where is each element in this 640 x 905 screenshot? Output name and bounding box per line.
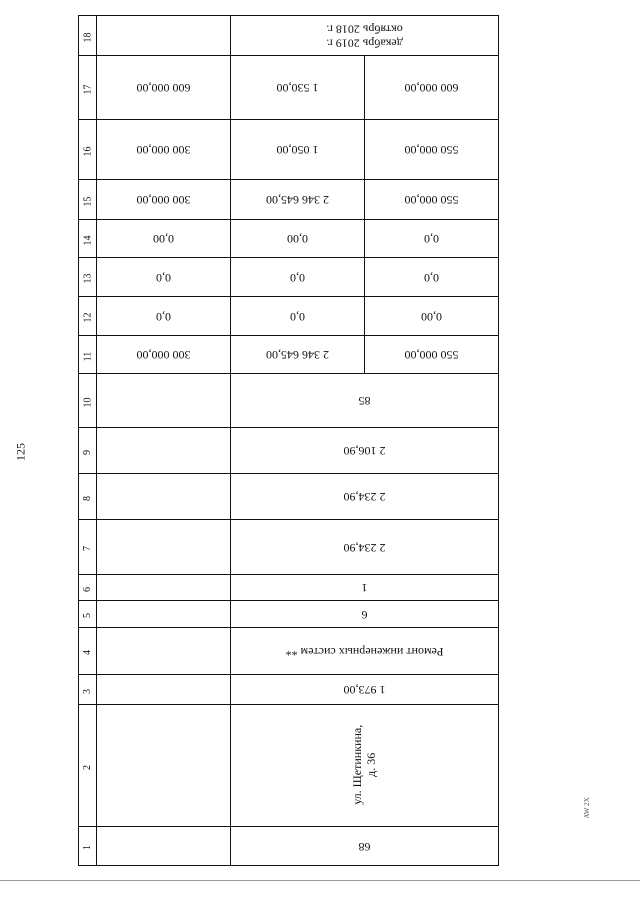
cell-c11-a: 300 000,00 [97, 336, 231, 374]
col-number-8: 8 [79, 474, 97, 520]
col-number-10: 10 [79, 374, 97, 428]
cell-c17-b: 1 530,00 [231, 56, 365, 120]
cell-c4-work-type: Ремонт инженерных систем ** [231, 628, 499, 675]
cell-c4-empty [97, 628, 231, 675]
cell-c18-empty [97, 16, 231, 56]
scan-mark: AW 2X [583, 797, 591, 819]
col-number-13: 13 [79, 258, 97, 297]
cell-c16-a: 300 000,00 [97, 120, 231, 180]
page-bottom-rule [0, 880, 640, 881]
col-number-14: 14 [79, 220, 97, 258]
cell-c17-c: 600 000,00 [365, 56, 499, 120]
cell-c17-a: 600 000,00 [97, 56, 231, 120]
repair-schedule-table [78, 15, 499, 866]
cell-c6: 1 [231, 575, 499, 601]
cell-c6-empty [97, 575, 231, 601]
cell-c8: 2 234,90 [231, 474, 499, 520]
col-number-3: 3 [79, 675, 97, 705]
col-number-2: 2 [79, 705, 97, 827]
cell-c7-empty [97, 520, 231, 575]
cell-c15-b: 2 346 645,00 [231, 180, 365, 220]
cell-c16-b: 1 050,00 [231, 120, 365, 180]
col-number-16: 16 [79, 120, 97, 180]
col-number-7: 7 [79, 520, 97, 575]
address-house: д. 36 [363, 752, 378, 777]
cell-c10-empty [97, 374, 231, 428]
cell-c14-b: 0,00 [231, 220, 365, 258]
col-number-15: 15 [79, 180, 97, 220]
col-number-11: 11 [79, 336, 97, 374]
address-street: ул. Щетинкина, [349, 724, 364, 805]
cell-c18-period [231, 16, 499, 56]
cell-c2-empty [97, 705, 231, 827]
cell-c5-empty [97, 601, 231, 628]
cell-c3-area: 1 973,00 [231, 675, 499, 705]
col-number-17: 17 [79, 56, 97, 120]
period-start: октябрь 2018 г. [326, 22, 403, 37]
cell-c8-empty [97, 474, 231, 520]
cell-c15-c: 550 000,00 [365, 180, 499, 220]
cell-c12-c: 0,00 [365, 297, 499, 336]
cell-c13-b: 0,0 [231, 258, 365, 297]
cell-c13-c: 0,0 [365, 258, 499, 297]
cell-c1-empty [97, 827, 231, 866]
page-number: 125 [13, 443, 28, 461]
cell-c15-a: 300 000,00 [97, 180, 231, 220]
col-number-5: 5 [79, 601, 97, 628]
cell-c9: 2 106,90 [231, 428, 499, 474]
period-end: декабрь 2019 г. [326, 36, 403, 51]
cell-c16-c: 550 000,00 [365, 120, 499, 180]
col-number-4: 4 [79, 628, 97, 675]
col-number-18: 18 [79, 16, 97, 56]
cell-c11-b: 2 346 645,00 [231, 336, 365, 374]
cell-c14-c: 0,0 [365, 220, 499, 258]
cell-c13-a: 0,0 [97, 258, 231, 297]
cell-c14-a: 0,00 [97, 220, 231, 258]
col-number-6: 6 [79, 575, 97, 601]
cell-c12-b: 0,0 [231, 297, 365, 336]
cell-c1-row-number: 68 [231, 827, 499, 866]
col-number-9: 9 [79, 428, 97, 474]
cell-c7: 2 234,90 [231, 520, 499, 575]
col-number-12: 12 [79, 297, 97, 336]
cell-c2-address [231, 705, 499, 827]
cell-c10: 85 [231, 374, 499, 428]
cell-c9-empty [97, 428, 231, 474]
cell-c5: 6 [231, 601, 499, 628]
cell-c12-a: 0,0 [97, 297, 231, 336]
cell-c11-c: 550 000,00 [365, 336, 499, 374]
cell-c3-empty [97, 675, 231, 705]
col-number-1: 1 [79, 827, 97, 866]
